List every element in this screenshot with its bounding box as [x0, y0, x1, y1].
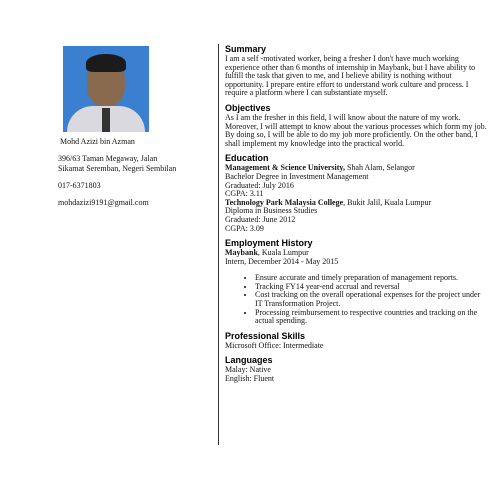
- institution-name: Management & Science University,: [225, 163, 345, 173]
- objectives-text: As I am the fresher in this field, I will know about the nature of my work. Moreover, I will attempt to know about the various processes which form my job. By doing so, I will be able to do my job more proficiently. On the other band, I shall implement my knowledge into the practical world.: [225, 112, 487, 148]
- employment-section: [225, 238, 487, 326]
- duty-item: • Ensure accurate and timely preparation of management reports.: [255, 274, 487, 283]
- education-graduated: Graduated: July 2016: [225, 180, 294, 190]
- duty-item: • Cost tracking on the overall operational expenses for the project under IT Transformation Project.: [255, 291, 487, 308]
- education-section: [225, 153, 487, 233]
- employer-name: Maybank: [225, 248, 258, 258]
- institution-location: Shah Alam, Selangor: [344, 163, 415, 173]
- education-degree: Diploma in Business Studies: [225, 206, 318, 216]
- language-item: Malay: Native: [225, 365, 271, 375]
- resume-body: [225, 44, 487, 389]
- skills-section: [225, 331, 487, 351]
- summary-text: I am a self -motivated worker, being a fresher I don't have much working experience other than 6 months of internship in Maybank, but I have ability to fulfill the task that given to me, and I believe ability is nothing without opportunity. I prepare entire effort to understand work culture and process. I require a platform where I can substantiate myself.: [225, 54, 476, 98]
- education-degree: Bachelor Degree in Investment Management: [225, 171, 369, 181]
- skills-heading: Professional Skills: [225, 330, 306, 341]
- education-cgpa: CGPA: 3.11: [225, 189, 264, 199]
- education-graduated: Graduated: June 2012: [225, 214, 296, 224]
- photo-tie: [102, 108, 110, 132]
- education-entry: [225, 199, 487, 233]
- summary-section: [225, 44, 487, 98]
- languages-heading: Languages: [225, 355, 273, 366]
- candidate-name: Mohd Azizi bin Azman: [60, 137, 135, 146]
- objectives-section: [225, 103, 487, 148]
- education-heading: Education: [225, 153, 269, 164]
- duty-item: • Tracking FY14 year-end accrual and reversal: [255, 283, 487, 292]
- institution-location: , Bukit Jalil, Kuala Lumpur: [343, 197, 432, 207]
- column-divider: [218, 44, 219, 445]
- education-cgpa: CGPA: 3.09: [225, 223, 264, 233]
- employment-role: Intern, December 2014 - May 2015: [225, 256, 339, 266]
- duties-list: [225, 274, 487, 326]
- address-line-2: Sikamat Seremban, Negeri Sembilan: [58, 164, 177, 173]
- duty-item: • Processing reimbursement to respective countries and tracking on the actual spending.: [255, 309, 487, 326]
- phone-number: 017-6371803: [58, 181, 101, 190]
- skills-text: Microsoft Office: Intermediate: [225, 340, 324, 350]
- email-address: mohdazizi9191@gmail.com: [58, 198, 149, 207]
- address-line-1: 396/63 Taman Megaway, Jalan: [58, 154, 158, 163]
- education-entry: [225, 164, 487, 198]
- language-item: English: Fluent: [225, 374, 275, 384]
- employment-heading: Employment History: [225, 238, 313, 249]
- summary-heading: Summary: [225, 44, 267, 54]
- objectives-heading: Objectives: [225, 102, 271, 113]
- employer-location: , Kuala Lumpur: [257, 248, 309, 258]
- profile-photo: [63, 46, 149, 132]
- photo-hair: [86, 54, 126, 72]
- languages-section: [225, 355, 487, 383]
- institution-name: Technology Park Malaysia College: [225, 197, 344, 207]
